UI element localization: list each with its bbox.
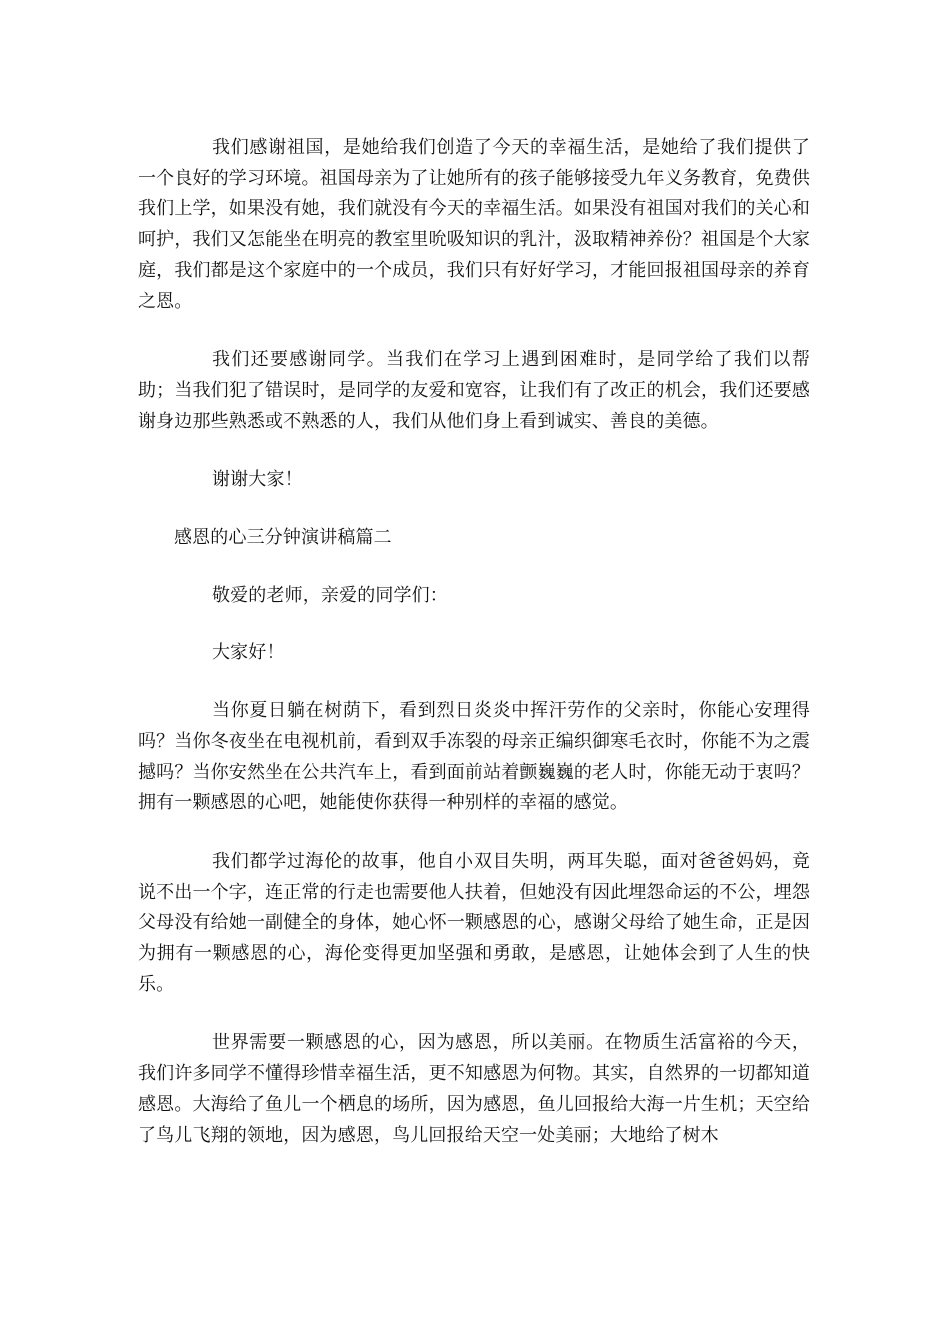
section-title: 感恩的心三分钟演讲稿篇二 xyxy=(174,527,392,549)
paragraph-world-needs-gratitude: 世界需要一颗感恩的心，因为感恩，所以美丽。在物质生活富裕的今天，我们许多同学不懂得珍惜幸福生活，更不知感恩为何物。其实，自然界的一切都知道感恩。大海给了鱼儿一个栖息的场所，因为感恩，鱼儿回报给大海一片生机；天空给了鸟儿飞翔的领地，因为感恩，鸟儿回报给天空一处美丽；大地给了树木 xyxy=(138,1032,810,1146)
paragraph-helen-story: 我们都学过海伦的故事，他自小双目失明，两耳失聪，面对爸爸妈妈，竟说不出一个字，连正常的行走也需要他人扶着，但她没有因此埋怨命运的不公，埋怨父母没有给她一副健全的身体，她心怀一颗感恩的心，感谢父母给了她生命，正是因为拥有一颗感恩的心，海伦变得更加坚强和勇敢，是感恩，让她体会到了人生的快乐。 xyxy=(138,850,810,995)
greeting: 敬爱的老师，亲爱的同学们： xyxy=(212,584,448,606)
paragraph-thank-motherland: 我们感谢祖国，是她给我们创造了今天的幸福生活，是她给了我们提供了一个良好的学习环境。祖国母亲为了让她所有的孩子能够接受九年义务教育，免费供我们上学，如果没有她，我们就没有今天的幸福生活。如果没有祖国对我们的关心和呵护，我们又怎能坐在明亮的教室里吮吸知识的乳汁，汲取精神养份？祖国是个大家庭，我们都是这个家庭中的一个成员，我们只有好好学习，才能回报祖国母亲的养育之恩。 xyxy=(138,137,810,312)
paragraph-thanks-all: 谢谢大家！ xyxy=(212,469,303,491)
document-body xyxy=(138,133,810,1179)
paragraph-summer-winter: 当你夏日躺在树荫下，看到烈日炎炎中挥汗劳作的父亲时，你能心安理得吗？当你冬夜坐在电视机前，看到双手冻裂的母亲正编织御寒毛衣时，你能不为之震撼吗？当你安然坐在公共汽车上，看到面前站着颤巍巍的老人时，你能无动于衷吗？拥有一颗感恩的心吧，她能使你获得一种别样的幸福的感觉。 xyxy=(138,700,810,814)
salutation: 大家好！ xyxy=(212,642,285,664)
paragraph-thank-classmates: 我们还要感谢同学。当我们在学习上遇到困难时，是同学给了我们以帮助；当我们犯了错误时，是同学的友爱和宽容，让我们有了改正的机会，我们还要感谢身边那些熟悉或不熟悉的人，我们从他们身上看到诚实、善良的美德。 xyxy=(138,349,810,432)
